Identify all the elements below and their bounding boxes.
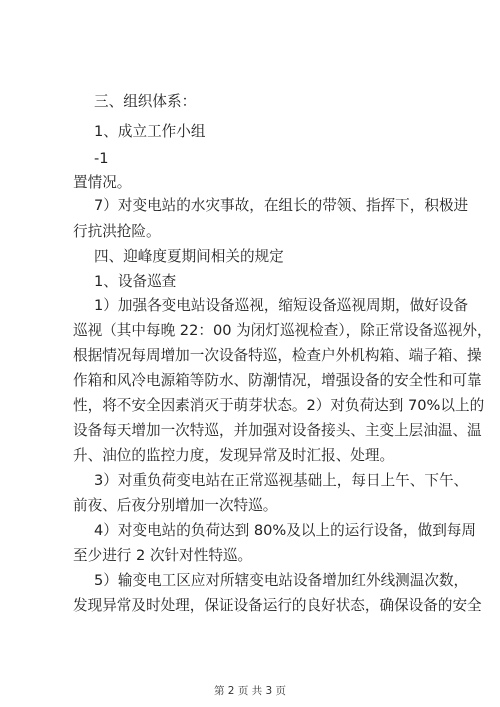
page-fragment-marker: -1 xyxy=(94,150,109,167)
page-number-footer: 第 2 页 共 3 页 xyxy=(213,685,287,697)
text-line: 1）加强各变电站设备巡视，缩短设备巡视周期，做好设备 xyxy=(94,297,469,314)
text-line: 7）对变电站的水灾事故，在组长的带领、指挥下，积极进 xyxy=(94,197,469,214)
section-heading-organization: 三、组织体系： xyxy=(94,93,197,110)
text-line: 发现异常及时处理，保证设备运行的良好状态，确保设备的安全 xyxy=(73,597,482,614)
text-line: 设备每天增加一次特巡，并加强对设备接头、主变上层油温、温 xyxy=(73,422,482,439)
text-line: 巡视（其中每晚 22：00 为闭灯巡视检查），除正常设备巡视外， xyxy=(73,322,492,339)
text-line: 4）对变电站的负荷达到 80%及以上的运行设备，做到每周 xyxy=(94,522,477,539)
text-line: 根据情况每周增加一次设备特巡，检查户外机构箱、端子箱、操 xyxy=(73,347,482,364)
text-line: 升、油位的监控力度，发现异常及时汇报、处理。 xyxy=(73,447,395,464)
text-line: 行抗洪抢险。 xyxy=(73,223,161,240)
text-line: 3）对重负荷变电站在正常巡视基础上，每日上午、下午、 xyxy=(94,472,469,489)
text-line: 前夜、后夜分别增加一次特巡。 xyxy=(73,497,278,514)
section-heading-summer-peak: 四、迎峰度夏期间相关的规定 xyxy=(94,248,284,265)
text-line: 作箱和风冷电源箱等防水、防潮情况，增强设备的安全性和可靠 xyxy=(73,372,482,389)
text-line: 5）输变电工区应对所辖变电站设备增加红外线测温次数， xyxy=(94,572,469,589)
text-line: 至少进行 2 次针对性特巡。 xyxy=(73,547,253,564)
text-line: 性，将不安全因素消灭于萌芽状态。2）对负荷达到 70%以上的 xyxy=(73,397,485,414)
text-line: 置情况。 xyxy=(73,174,132,191)
subheading-work-group: 1、成立工作小组 xyxy=(94,123,206,140)
subheading-equipment-inspection: 1、设备巡查 xyxy=(94,273,177,290)
